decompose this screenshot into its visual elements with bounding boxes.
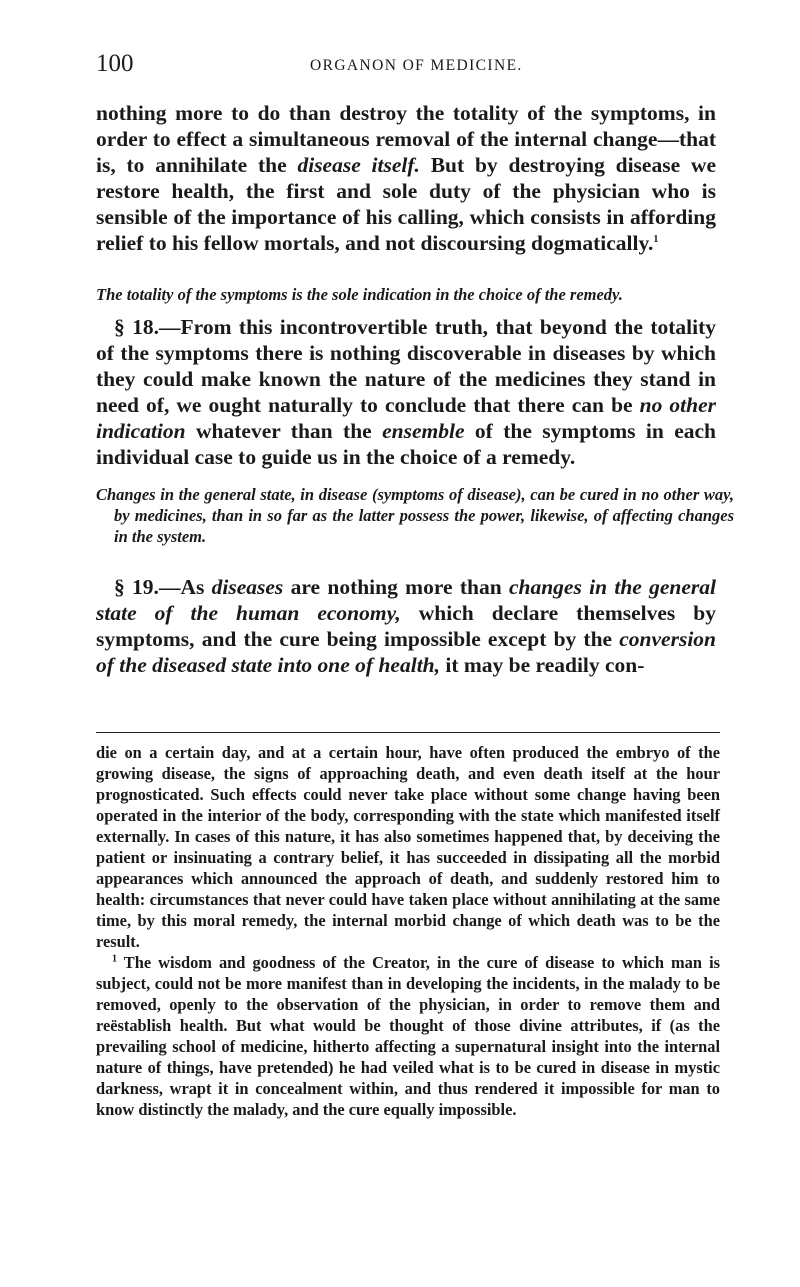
section-number: § 18.	[114, 315, 160, 339]
paragraph-section-18	[96, 314, 716, 470]
footnote-text: The wisdom and goodness of the Creator, in the cure of disease to which man is subject, could not be more manifest than in developing the incidents, in the malady to be removed, openly to the observation of the physician, in order to remove them and reëstablish health. But what would be thought of those divine attributes, if (as the prevailing school of medicine, hitherto affecting a supernatural insight into the internal nature of things, have pretended) he had veiled what is to be cured in disease in mystic darkness, wrapt it in concealment within, and thus rendered it impossible for man to know distinctly the malady, and the cure equally impossible.	[96, 953, 720, 1119]
paragraph-text: are nothing more than	[283, 575, 509, 599]
footnote-marker: 1	[653, 233, 659, 245]
paragraph-text: nothing more to do than destroy the totality of the symptoms, in order to effect a simultaneous removal of the internal change—that is, to annihilate the	[96, 101, 716, 177]
emphasis-text: changes in the general state of the human economy,	[96, 575, 717, 625]
section-number: § 19.	[114, 575, 159, 599]
section-heading-18	[96, 284, 716, 305]
paragraph-continuation	[96, 100, 716, 256]
emphasis-text: no other indication	[96, 393, 716, 443]
paragraph-text: of the symptoms in each individual case to guide us in the choice of a remedy.	[96, 419, 717, 469]
sidenote-text: The totality of the symptoms is the sole indication in the choice of the remedy.	[96, 285, 623, 304]
sidenote-text: Changes in the general state, in disease (symptoms of disease), can be cured in no other way, by medicines, than in so far as the latter possess the power, likewise, of affecting changes in the system.	[96, 485, 734, 546]
emphasis-text: disease itself.	[297, 153, 420, 177]
emphasis-text: conversion of the diseased state into one of health,	[96, 627, 716, 677]
footnotes	[96, 742, 720, 1120]
footnote-1	[96, 952, 720, 1120]
paragraph-text: But by destroying disease we restore health, the first and sole duty of the physician who is sensible of the importance of his calling, which consists in affording relief to his fellow mortals, and not discoursing dogmatically.	[96, 153, 716, 255]
paragraph-text: whatever than the	[185, 419, 383, 443]
section-heading-19	[96, 484, 734, 547]
page-header	[96, 50, 760, 80]
emphasis-text: ensemble	[382, 419, 465, 443]
paragraph-text: it may be readily con-	[440, 653, 645, 677]
footnote-continuation: die on a certain day, and at a certain hour, have often produced the embryo of the growing disease, the signs of approaching death, and even death itself at the hour prognosticated. Such effects could never take place without some change having been operated in the interior of the body, corresponding with the state which manifested itself externally. In cases of this nature, it has also sometimes happened that, by deceiving the patient or insinuating a contrary belief, it has succeeded in dissipating all the morbid appearances which announced the approach of death, and suddenly restored him to health: circumstances that never could have taken place without annihilating at the same time, by this moral remedy, the internal morbid change of which death was to be the result.	[96, 743, 720, 951]
paragraph-text: —As	[158, 575, 212, 599]
footnote-divider	[96, 732, 720, 733]
footnote-marker: 1	[112, 953, 117, 965]
page-number: 100	[96, 50, 134, 77]
emphasis-text: diseases	[211, 575, 284, 599]
paragraph-section-19	[96, 574, 716, 678]
paragraph-text: —From this incontrovertible truth, that beyond the totality of the symptoms there is nothing discoverable in diseases by which they could make known the nature of the medicines they stand in need of, we ought naturally to conclude that there can be	[96, 315, 716, 417]
paragraph-text: which declare themselves by symptoms, and the cure being impossible except by the	[96, 601, 716, 651]
running-title: ORGANON OF MEDICINE.	[310, 57, 523, 74]
